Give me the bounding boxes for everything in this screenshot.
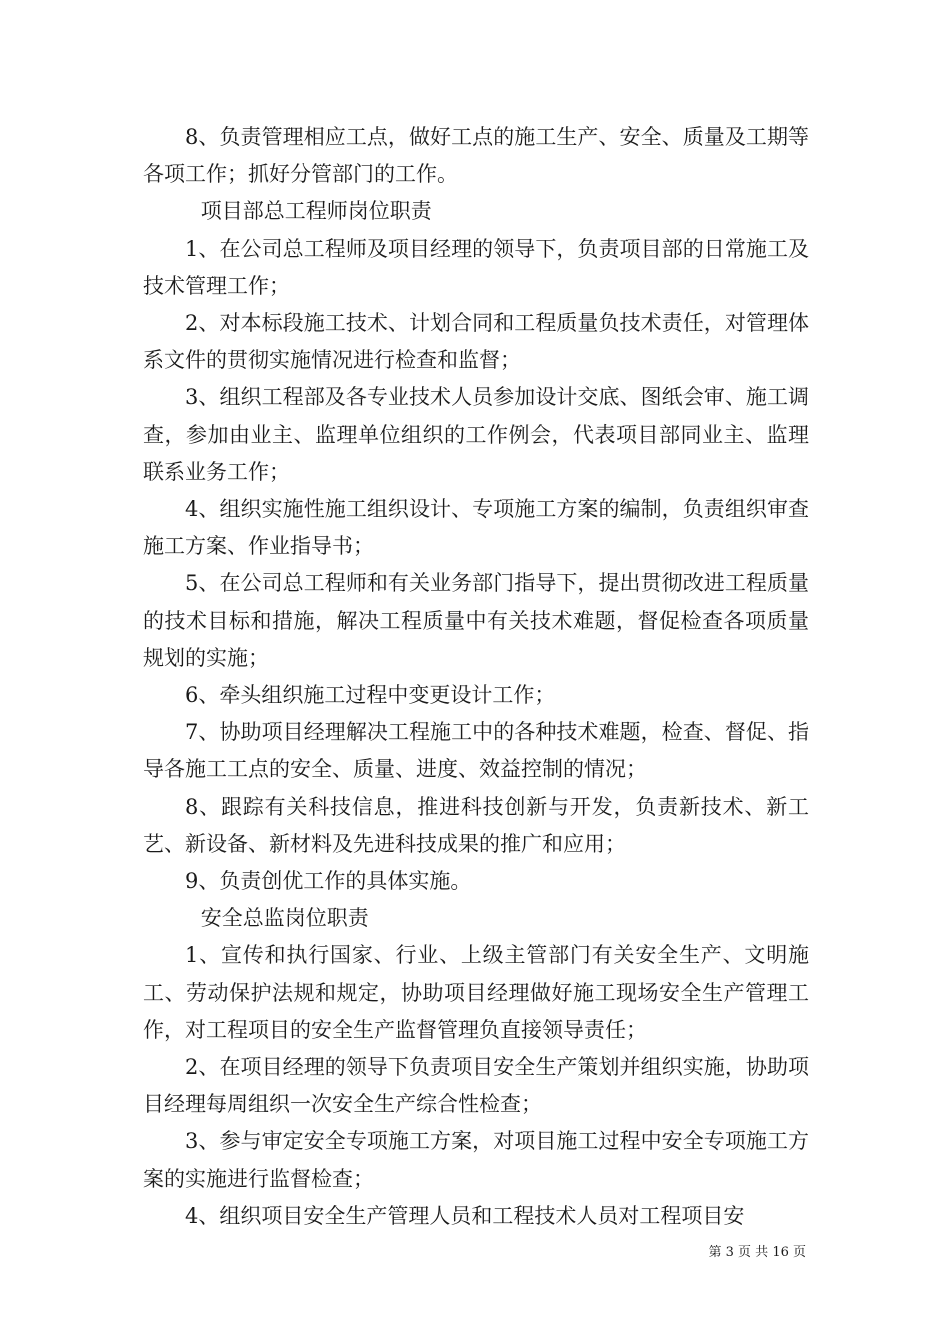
paragraph: 4、组织项目安全生产管理人员和工程技术人员对工程项目安: [185, 1203, 745, 1228]
paragraph: 2、在项目经理的领导下负责项目安全生产策划并组织实施，协助项目经理每周组织一次安全生产综合性检查；: [143, 1055, 809, 1117]
paragraph: 3、参与审定安全专项施工方案，对项目施工过程中安全专项施工方案的实施进行监督检查；: [143, 1129, 809, 1191]
paragraph: 1、在公司总工程师及项目经理的领导下，负责项目部的日常施工及技术管理工作；: [143, 236, 809, 298]
paragraph: 9、负责创优工作的具体实施。: [185, 869, 472, 894]
paragraph: 2、对本标段施工技术、计划合同和工程质量负技术责任，对管理体系文件的贯彻实施情况进行检查和监督；: [143, 311, 809, 373]
paragraph: 3、组织工程部及各专业技术人员参加设计交底、图纸会审、施工调查，参加由业主、监理单位组织的工作例会，代表项目部同业主、监理联系业务工作；: [143, 385, 809, 484]
section-heading: 安全总监岗位职责: [200, 906, 369, 931]
paragraph: 7、协助项目经理解决工程施工中的各种技术难题，检查、督促、指导各施工工点的安全、质量、进度、效益控制的情况；: [143, 720, 809, 782]
paragraph: 4、组织实施性施工组织设计、专项施工方案的编制，负责组织审查施工方案、作业指导书；: [143, 497, 809, 559]
paragraph: 8、负责管理相应工点，做好工点的施工生产、安全、质量及工期等各项工作；抓好分管部门的工作。: [143, 125, 809, 187]
paragraph: 5、在公司总工程师和有关业务部门指导下，提出贯彻改进工程质量的技术目标和措施，解决工程质量中有关技术难题，督促检查各项质量规划的实施；: [143, 571, 809, 670]
page-number: 第 3 页 共 16 页: [708, 1245, 806, 1260]
section-heading: 项目部总工程师岗位职责: [200, 199, 432, 224]
paragraph: 1、宣传和执行国家、行业、上级主管部门有关安全生产、文明施工、劳动保护法规和规定，协助项目经理做好施工现场安全生产管理工作，对工程项目的安全生产监督管理负直接领导责任；: [143, 943, 809, 1042]
paragraph: 6、牵头组织施工过程中变更设计工作；: [185, 683, 556, 708]
document-body: [143, 119, 809, 1235]
paragraph: 8、跟踪有关科技信息，推进科技创新与开发，负责新技术、新工艺、新设备、新材料及先进科技成果的推广和应用；: [143, 794, 809, 856]
